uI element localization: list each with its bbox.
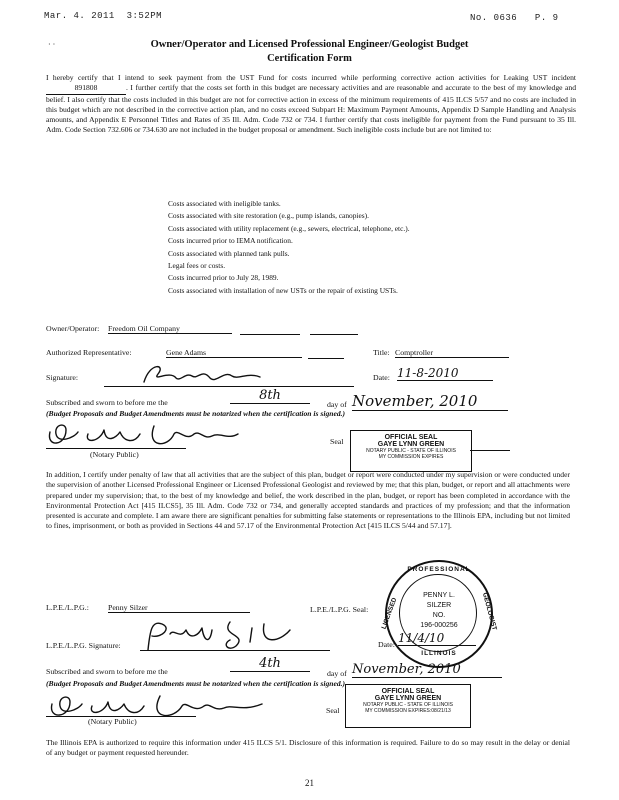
seal-ring-text: LICENSED — [380, 596, 399, 631]
professional-geologist-seal — [380, 560, 499, 668]
seal-ring-text: ILLINOIS — [421, 650, 457, 657]
lpe-seal-label: L.P.E./L.P.G. Seal: — [310, 605, 369, 614]
seal-title: OFFICIAL SEAL — [381, 688, 435, 695]
fax-speck: · · — [48, 40, 56, 49]
list-item: Costs associated with planned tank pulls. — [168, 248, 290, 258]
seal-line: NOTARY PUBLIC - STATE OF ILLINOIS — [363, 702, 453, 708]
seal-name: GAYE LYNN GREEN — [374, 695, 442, 702]
list-item: Legal fees or costs. — [168, 261, 226, 271]
page-number: 21 — [305, 778, 314, 788]
seal-line: NOTARY PUBLIC - STATE OF ILLINOIS — [366, 448, 456, 454]
subscribed-text: Subscribed and sworn to before me the — [46, 667, 168, 676]
footer-disclosure: The Illinois EPA is authorized to require this information under 415 ILCS 5/1. Disclosure of this information is required. Failure to do so may result in the delay or denial of any budget or payment requested hereunder. — [46, 738, 570, 758]
notary-signature-line — [46, 448, 186, 449]
certification-paragraph: I hereby certify that I intend to seek payment from the UST Fund for costs incurred while performing corrective action activities for Leaking UST incident 891808 . I further certify that the costs set forth in this budget are necessary activities and are reasonable and accurate to the best of my knowledge and belief. I also certify that the costs included in this budget are not for corrective action in excess of the minimum requirements of 415 ILCS 5/57 and no costs are included in this budget which are not described in the corrective action plan, and no costs exceed Subpart H: Maximum Payment Amounts, Appendix D Sample Handling and Analysis amounts, and Appendix E Personnel Titles and Rates of 35 Ill. Adm. Code 732 or 734. I further certify that costs ineligible for payment from the Fund pursuant to 35 Ill. Adm. Code Section 732.606 or 734.630 are not included in the budget proposal or amendment. Such ineligible costs include but are not limited to: — [46, 73, 576, 135]
official-seal-stamp — [350, 430, 472, 472]
list-item: Costs associated with installation of new USTs or the repair of existing USTs. — [168, 285, 398, 295]
list-item: Costs associated with site restoration (e.g., pump islands, canopies). — [168, 211, 369, 221]
signature-label: Signature: — [46, 373, 79, 382]
owner-operator-field[interactable]: Freedom Oil Company — [108, 324, 232, 334]
lpe-name-field[interactable]: Penny Silzer — [108, 603, 250, 613]
notary-signature — [44, 418, 244, 457]
notary-public-label: (Notary Public) — [88, 717, 137, 726]
underline — [308, 358, 344, 359]
lpe-name-label: L.P.E./L.P.G.: — [46, 603, 89, 612]
seal-line: MY COMMISSION EXPIRES — [378, 454, 444, 460]
svg-text:Gene Adams — [150, 376, 152, 377]
authorized-rep-field[interactable]: Gene Adams — [166, 348, 302, 358]
lpe-signature — [140, 616, 310, 657]
day-of-label: day of — [327, 400, 347, 409]
list-item: Costs incurred prior to July 28, 1989. — [168, 273, 279, 283]
notary-day-field[interactable]: 4th — [230, 656, 310, 672]
official-seal-stamp — [345, 684, 471, 728]
seal-ring-text: GEOLOGIST — [481, 591, 499, 632]
list-item: Costs associated with ineligible tanks. — [168, 199, 281, 208]
authorized-rep-label: Authorized Representative: — [46, 348, 132, 357]
seal-number-label: NO. — [432, 612, 446, 619]
seal-number: 196-000256 — [420, 622, 458, 629]
list-item: Costs associated with utility replacement (e.g., sewers, electrical, telephone, etc.). — [168, 223, 410, 233]
title-label: Title: — [373, 348, 390, 357]
lpe-signature-label: L.P.E./L.P.G. Signature: — [46, 641, 121, 650]
form-subtitle: Certification Form — [267, 53, 352, 64]
notarization-note: (Budget Proposals and Budget Amendments must be notarized when the certification is signed.) — [46, 409, 346, 418]
notary-month-year-field[interactable]: November, 2010 — [352, 662, 502, 678]
lpe-certification-paragraph: In addition, I certify under penalty of law that all activities that are the subject of this plan, budget or report were conducted under my supervision or were conducted under the supervision of another Licensed Professional Engineer or Licensed Professional Geologist and reviewed by me; that this plan, budget, or report and all attachments were prepared under my supervision; that, to the best of my knowledge and belief, the work described in the plan, budget, or report has been completed in accordance with the Environmental Protection Act [415 ILCS5], 35 Ill. Adm. Code 732 or 734, and generally accepted standards and practices of my profession; and that the information presented is accurate and complete. I am aware there are significant penalties for submitting false statements or representations to the Illinois EPA, including but not limited to fines, imprisonment, or both as provided in Sections 44 and 57.17 of the Environmental Protection Act [415 ILCS 5/44 and 57.17]. — [46, 470, 570, 531]
title-field[interactable]: Comptroller — [395, 348, 509, 358]
form-title: Owner/Operator and Licensed Professional Engineer/Geologist Budget — [150, 39, 469, 50]
lpe-date-field[interactable]: 11/4/10 — [398, 631, 476, 646]
notarization-note: (Budget Proposals and Budget Amendments must be notarized when the certification is signed.) — [46, 679, 346, 688]
list-item: Costs incurred prior to IEMA notification. — [168, 236, 293, 246]
underline — [310, 334, 358, 335]
subscribed-text: Subscribed and sworn to before me the — [46, 398, 168, 407]
notary-signature — [48, 690, 278, 729]
notary-month-year-field[interactable]: November, 2010 — [352, 392, 508, 411]
ineligible-costs-list — [168, 198, 410, 297]
seal-title: OFFICIAL SEAL — [384, 434, 438, 441]
seal-ring-text: PROFESSIONAL — [407, 566, 471, 573]
seal-holder-name: PENNY L. — [423, 592, 455, 599]
incident-number: 891808 — [46, 83, 126, 94]
owner-operator-label: Owner/Operator: — [46, 324, 100, 333]
date-field[interactable]: 11-8-2010 — [397, 366, 493, 381]
lpe-date-label: Date: — [378, 640, 395, 649]
notary-day-field[interactable]: 8th — [230, 388, 310, 404]
date-label: Date: — [373, 373, 390, 382]
seal-name: GAYE LYNN GREEN — [377, 441, 445, 448]
fax-date: Mar. 4. 2011 3:52PM — [44, 11, 163, 21]
seal-label: Seal — [326, 706, 340, 715]
fax-number: No. 0636 P. 9 — [470, 13, 559, 23]
notary-public-label: (Notary Public) — [90, 450, 139, 459]
underline — [240, 334, 300, 335]
seal-label: Seal — [330, 437, 344, 446]
day-of-label: day of — [327, 669, 347, 678]
seal-line: MY COMMISSION EXPIRES:08/21/13 — [365, 708, 451, 714]
seal-holder-name: SILZER — [426, 602, 452, 609]
underline — [470, 450, 510, 451]
